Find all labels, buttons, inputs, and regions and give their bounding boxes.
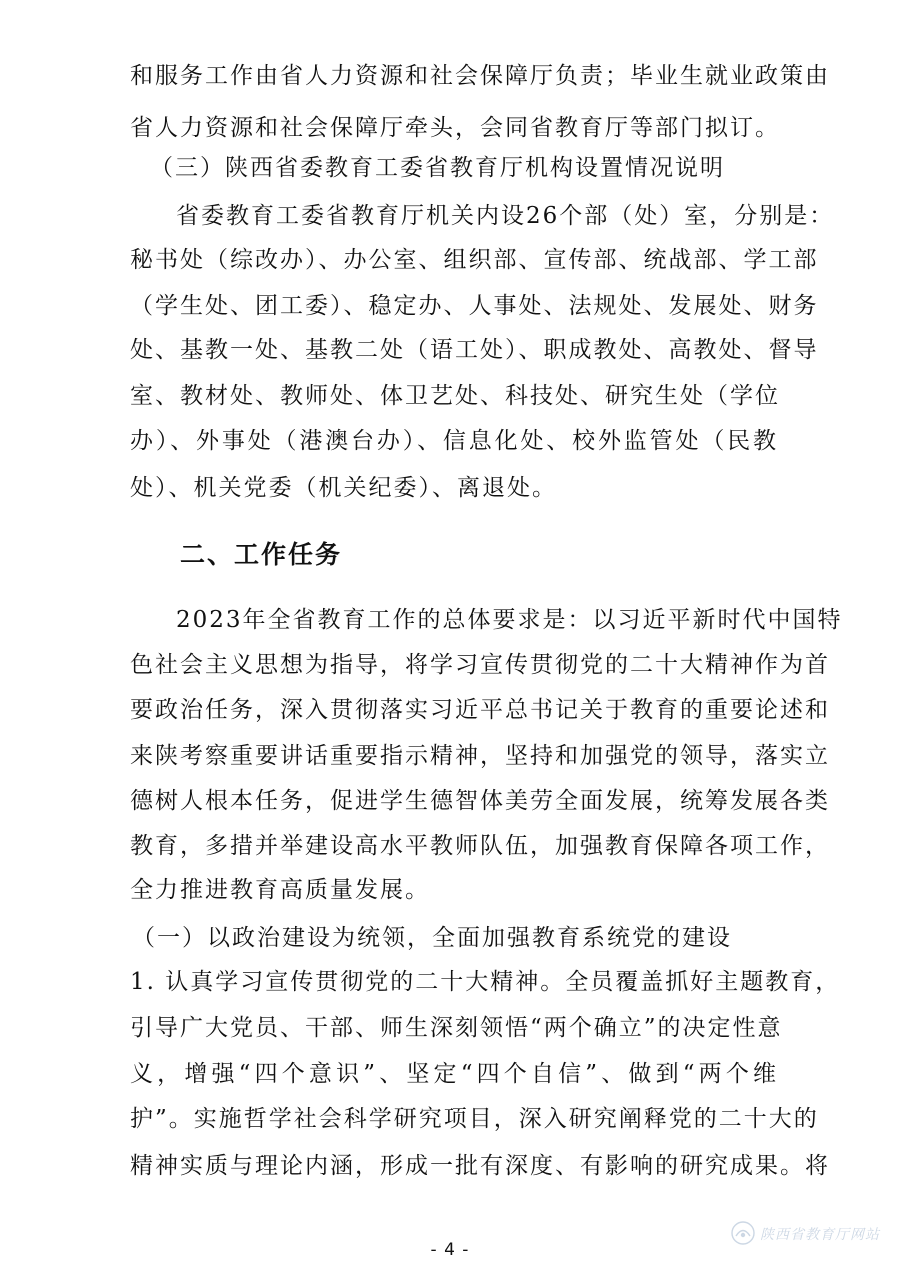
body-line-18: 全力推进教育高质量发展。 [130, 877, 430, 903]
body-line-6: （学生处、团工委）、稳定办、人事处、法规处、发展处、财务 [130, 293, 819, 319]
emblem-icon [730, 1220, 756, 1246]
subsection-heading-3: （三）陕西省委教育工委省教育厅机构设置情况说明 [150, 155, 725, 181]
body-line-24: 精神实质与理论内涵，形成一批有深度、有影响的研究成果。将 [130, 1153, 830, 1179]
page-number: - 4 - [430, 1240, 470, 1260]
body-line-13: 色社会主义思想为指导，将学习宣传贯彻党的二十大精神作为首 [130, 652, 830, 678]
body-line-20: 1. 认真学习宣传贯彻党的二十大精神。全员覆盖抓好主题教育， [130, 969, 841, 995]
body-line-10: 处）、机关党委（机关纪委）、离退处。 [130, 475, 557, 501]
body-line-2: 省人力资源和社会保障厅牵头，会同省教育厅等部门拟订。 [130, 115, 780, 141]
body-line-17: 教育，多措并举建设高水平教师队伍，加强教育保障各项工作， [130, 833, 830, 859]
watermark-text: 陕西省教育厅网站 [760, 1227, 880, 1243]
body-line-4: 省委教育工委省教育厅机关内设26个部（处）室，分别是： [176, 203, 835, 229]
body-line-8: 室、教材处、教师处、体卫艺处、科技处、研究生处（学位 [130, 383, 780, 409]
body-line-22: 义，增强“四个意识”、坚定“四个自信”、做到“两个维 [130, 1061, 778, 1087]
site-watermark [730, 1218, 880, 1248]
subsection-heading-1: （一）以政治建设为统领，全面加强教育系统党的建设 [132, 925, 732, 951]
body-line-12: 2023年全省教育工作的总体要求是：以习近平新时代中国特 [176, 607, 843, 633]
body-line-5: 秘书处（综改办）、办公室、组织部、宣传部、统战部、学工部 [130, 247, 819, 273]
section-heading: 二、工作任务 [180, 540, 343, 569]
body-line-23: 护”。实施哲学社会科学研究项目，深入研究阐释党的二十大的 [130, 1106, 819, 1132]
body-line-1: 和服务工作由省人力资源和社会保障厅负责；毕业生就业政策由 [130, 63, 830, 89]
body-line-14: 要政治任务，深入贯彻落实习近平总书记关于教育的重要论述和 [130, 697, 830, 723]
body-line-16: 德树人根本任务，促进学生德智体美劳全面发展，统筹发展各类 [130, 788, 830, 814]
body-line-15: 来陕考察重要讲话重要指示精神，坚持和加强党的领导，落实立 [130, 743, 830, 769]
body-line-9: 办）、外事处（港澳台办）、信息化处、校外监管处（民教 [130, 428, 778, 454]
body-line-21: 引导广大党员、干部、师生深刻领悟“两个确立”的决定性意 [130, 1015, 783, 1041]
body-line-7: 处、基教一处、基教二处（语工处）、职成教处、高教处、督导 [130, 337, 819, 363]
